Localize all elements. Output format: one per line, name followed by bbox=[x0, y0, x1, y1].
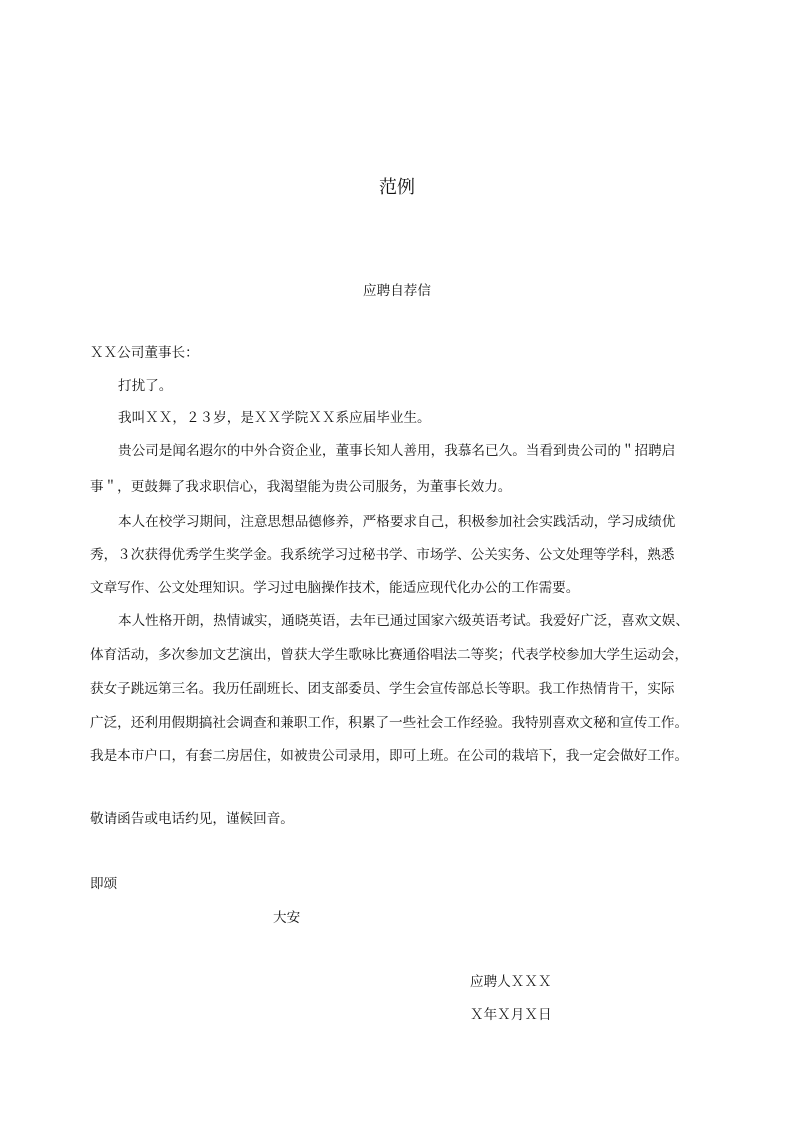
body-line: 体育活动，多次参加文艺演出，曾获大学生歌咏比赛通俗唱法二等奖；代表学校参加大学生运动会， bbox=[90, 647, 689, 663]
salutation: ＸＸ公司董事长： bbox=[90, 345, 199, 361]
body-line: 秀，３次获得优秀学生奖学金。我系统学习过秘书学、市场学、公关实务、公文处理等学科，熟悉 bbox=[90, 547, 675, 563]
date: Ｘ年Ｘ月Ｘ日 bbox=[470, 1007, 552, 1023]
regards-line-1: 即颂 bbox=[90, 876, 118, 892]
closing-line: 敬请函告或电话约见，谨候回音。 bbox=[90, 811, 294, 827]
body-line: 我叫ＸＸ，２３岁，是ＸＸ学院ＸＸ系应届毕业生。 bbox=[118, 410, 431, 426]
body-line: 本人性格开朗，热情诚实，通晓英语，去年已通过国家六级英语考试。我爱好广泛，喜欢文娱、 bbox=[118, 613, 689, 629]
regards-line-2: 大安 bbox=[273, 910, 301, 926]
signature: 应聘人ＸＸＸ bbox=[470, 974, 552, 990]
body-line: 文章写作、公文处理知识。学习过电脑操作技术，能适应现代化办公的工作需要。 bbox=[90, 580, 580, 596]
body-line: 贵公司是闻名遐尔的中外合资企业，董事长知人善用，我慕名已久。当看到贵公司的＂招聘启 bbox=[118, 443, 676, 459]
body-line: 打扰了。 bbox=[118, 378, 173, 394]
body-line: 事＂，更鼓舞了我求职信心，我渴望能为贵公司服务，为董事长效力。 bbox=[90, 479, 512, 495]
body-line: 我是本市户口，有套二房居住，如被贵公司录用，即可上班。在公司的栽培下，我一定会做好工作。 bbox=[90, 748, 689, 764]
document-title: 范例 bbox=[379, 177, 415, 198]
body-line: 广泛，还利用假期搞社会调查和兼职工作，积累了一些社会工作经验。我特别喜欢文秘和宣传工作。 bbox=[90, 715, 689, 731]
body-line: 获女子跳远第三名。我历任副班长、团支部委员、学生会宣传部总长等职。我工作热情肯干，实际 bbox=[90, 681, 675, 697]
body-line: 本人在校学习期间，注意思想品德修养，严格要求自己，积极参加社会实践活动，学习成绩优 bbox=[118, 514, 676, 530]
letter-title: 应聘自荐信 bbox=[363, 283, 431, 299]
